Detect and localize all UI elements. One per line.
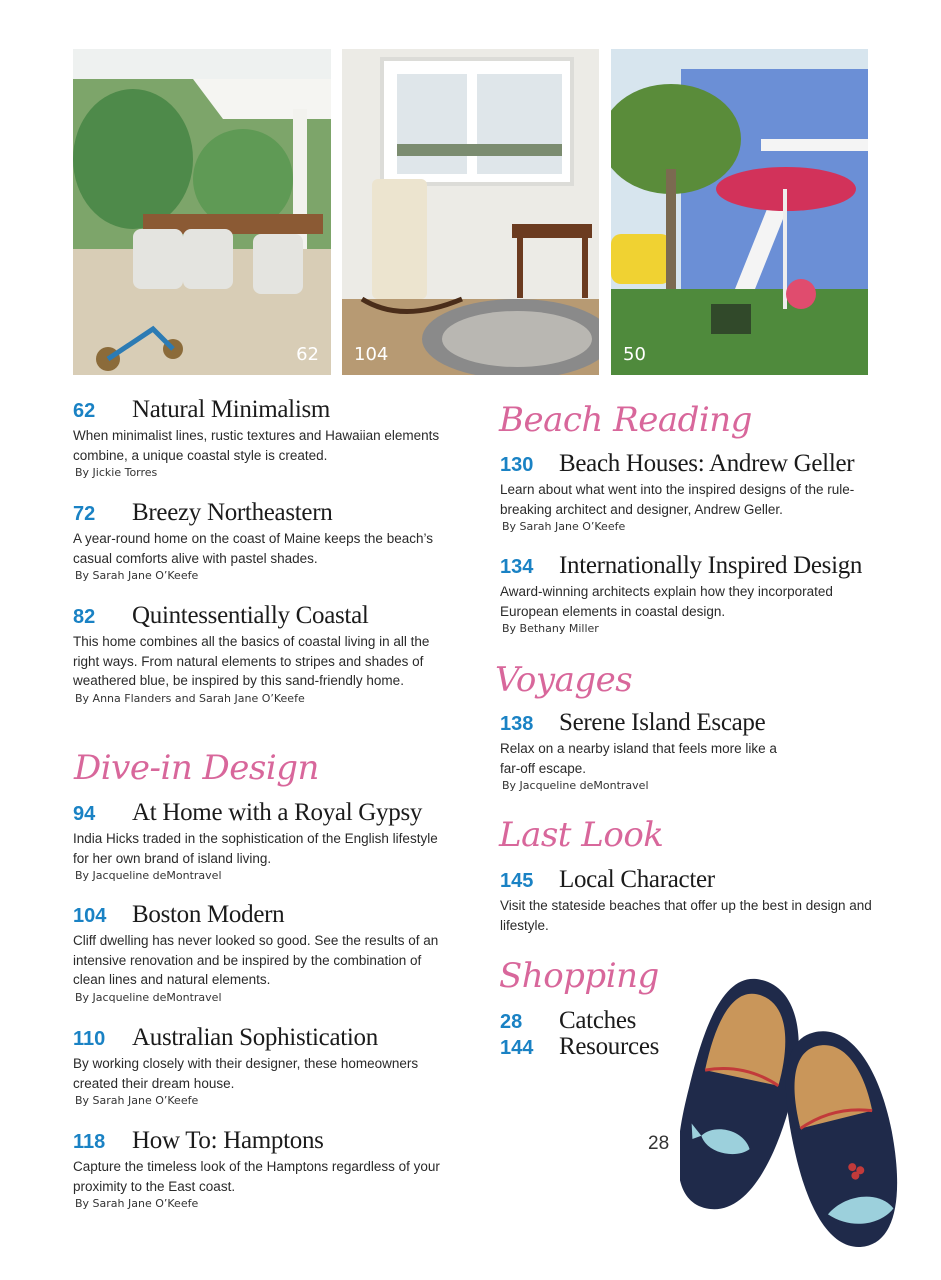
photo-natural-minimalism: [73, 49, 331, 375]
page-number: 28: [648, 1133, 670, 1154]
entry-description: By working closely with their designer, these homeowners created their dream house.: [73, 1056, 419, 1091]
section-heading-dive-in-design: Dive-in Design: [74, 748, 319, 788]
toc-entry[interactable]: [500, 450, 872, 533]
toc-entry-shopping[interactable]: [500, 1033, 700, 1061]
entry-byline: By Sarah Jane O’Keefe: [75, 1094, 199, 1107]
toc-entry[interactable]: [73, 499, 443, 582]
photo-boston-modern: [342, 49, 599, 375]
entry-description: When minimalist lines, rustic textures and Hawaiian elements combine, a unique coastal style is created.: [73, 428, 440, 463]
entry-byline: By Sarah Jane O’Keefe: [502, 520, 626, 533]
entry-page-number: 138: [500, 713, 534, 735]
entry-title[interactable]: Local Character: [559, 866, 715, 893]
toc-entry[interactable]: [73, 901, 445, 1004]
entry-title[interactable]: Boston Modern: [132, 901, 285, 928]
entry-description: Award-winning architects explain how they incorporated European elements in coastal design.: [500, 584, 833, 619]
entry-page-number: 104: [73, 905, 107, 927]
entry-title[interactable]: Internationally Inspired Design: [559, 552, 863, 579]
entry-page-number: 72: [73, 503, 96, 525]
entry-description: Relax on a nearby island that feels more like a far-off escape.: [500, 741, 777, 776]
entry-page-number: 144: [500, 1037, 534, 1059]
entry-page-number: 62: [73, 400, 96, 422]
entry-title[interactable]: How To: Hamptons: [132, 1127, 324, 1154]
photo-royal-gypsy: [611, 49, 868, 375]
toc-entry[interactable]: [73, 396, 443, 479]
entry-page-number: 130: [500, 454, 534, 476]
toc-entry[interactable]: [500, 709, 800, 792]
entry-byline: By Sarah Jane O’Keefe: [75, 569, 199, 582]
room-illustration: [342, 49, 599, 375]
entry-title[interactable]: At Home with a Royal Gypsy: [132, 799, 423, 826]
entry-byline: By Jacqueline deMontravel: [75, 869, 222, 882]
entry-title[interactable]: Beach Houses: Andrew Geller: [559, 450, 855, 477]
entry-title[interactable]: Serene Island Escape: [559, 709, 766, 736]
entry-title[interactable]: Breezy Northeastern: [132, 499, 333, 526]
entry-byline: By Sarah Jane O’Keefe: [75, 1197, 199, 1210]
entry-page-number: 134: [500, 556, 534, 578]
entry-page-number: 118: [73, 1131, 106, 1153]
entry-description: This home combines all the basics of coastal living in all the right ways. From natural elements to stripes and shades of weathered blue, be inspired by this sand-friendly home.: [73, 634, 430, 688]
toc-entry[interactable]: [500, 552, 872, 635]
toc-entry-shopping[interactable]: [500, 1007, 700, 1035]
photo-page-number: 104: [354, 344, 389, 365]
garden-illustration: [611, 49, 868, 375]
entry-description: Visit the stateside beaches that offer up the best in design and lifestyle.: [500, 898, 872, 933]
section-heading-shopping: Shopping: [499, 956, 659, 996]
entry-byline: By Jacqueline deMontravel: [502, 779, 649, 792]
section-heading-beach-reading: Beach Reading: [499, 400, 752, 440]
toc-entry[interactable]: [73, 602, 443, 705]
entry-page-number: 94: [73, 803, 96, 825]
entry-title[interactable]: Australian Sophistication: [132, 1024, 378, 1051]
entry-title[interactable]: Resources: [559, 1033, 660, 1060]
toc-entry[interactable]: [73, 1127, 445, 1210]
patio-illustration: [73, 49, 331, 375]
entry-byline: By Jickie Torres: [75, 466, 158, 479]
entry-page-number: 82: [73, 606, 96, 628]
whale-loafers-image: [680, 968, 905, 1253]
toc-entry[interactable]: [500, 866, 872, 935]
entry-description: Learn about what went into the inspired designs of the rule-breaking architect and designer, Andrew Geller.: [500, 482, 855, 517]
entry-page-number: 28: [500, 1011, 523, 1033]
section-heading-last-look: Last Look: [499, 815, 664, 855]
section-heading-voyages: Voyages: [495, 660, 633, 700]
photo-page-number: 62: [296, 344, 319, 365]
entry-description: Cliff dwelling has never looked so good. See the results of an intensive renovation and be inspired by the combination of clean lines and natural elements.: [73, 933, 439, 987]
entry-title[interactable]: Catches: [559, 1007, 637, 1034]
entry-page-number: 145: [500, 870, 534, 892]
toc-entry[interactable]: [73, 799, 443, 882]
entry-description: Capture the timeless look of the Hamptons regardless of your proximity to the East coast.: [73, 1159, 440, 1194]
entry-page-number: 110: [73, 1028, 106, 1050]
entry-description: India Hicks traded in the sophistication of the English lifestyle for her own brand of island living.: [73, 831, 438, 866]
entry-title[interactable]: Quintessentially Coastal: [132, 602, 369, 629]
entry-byline: By Bethany Miller: [502, 622, 599, 635]
toc-entry[interactable]: [73, 1024, 445, 1107]
entry-description: A year-round home on the coast of Maine keeps the beach’s casual comforts alive with pastel shades.: [73, 531, 433, 566]
photo-page-number: 50: [623, 344, 646, 365]
entry-byline: By Anna Flanders and Sarah Jane O’Keefe: [75, 691, 305, 705]
entry-title[interactable]: Natural Minimalism: [132, 396, 331, 423]
entry-byline: By Jacqueline deMontravel: [75, 990, 222, 1004]
